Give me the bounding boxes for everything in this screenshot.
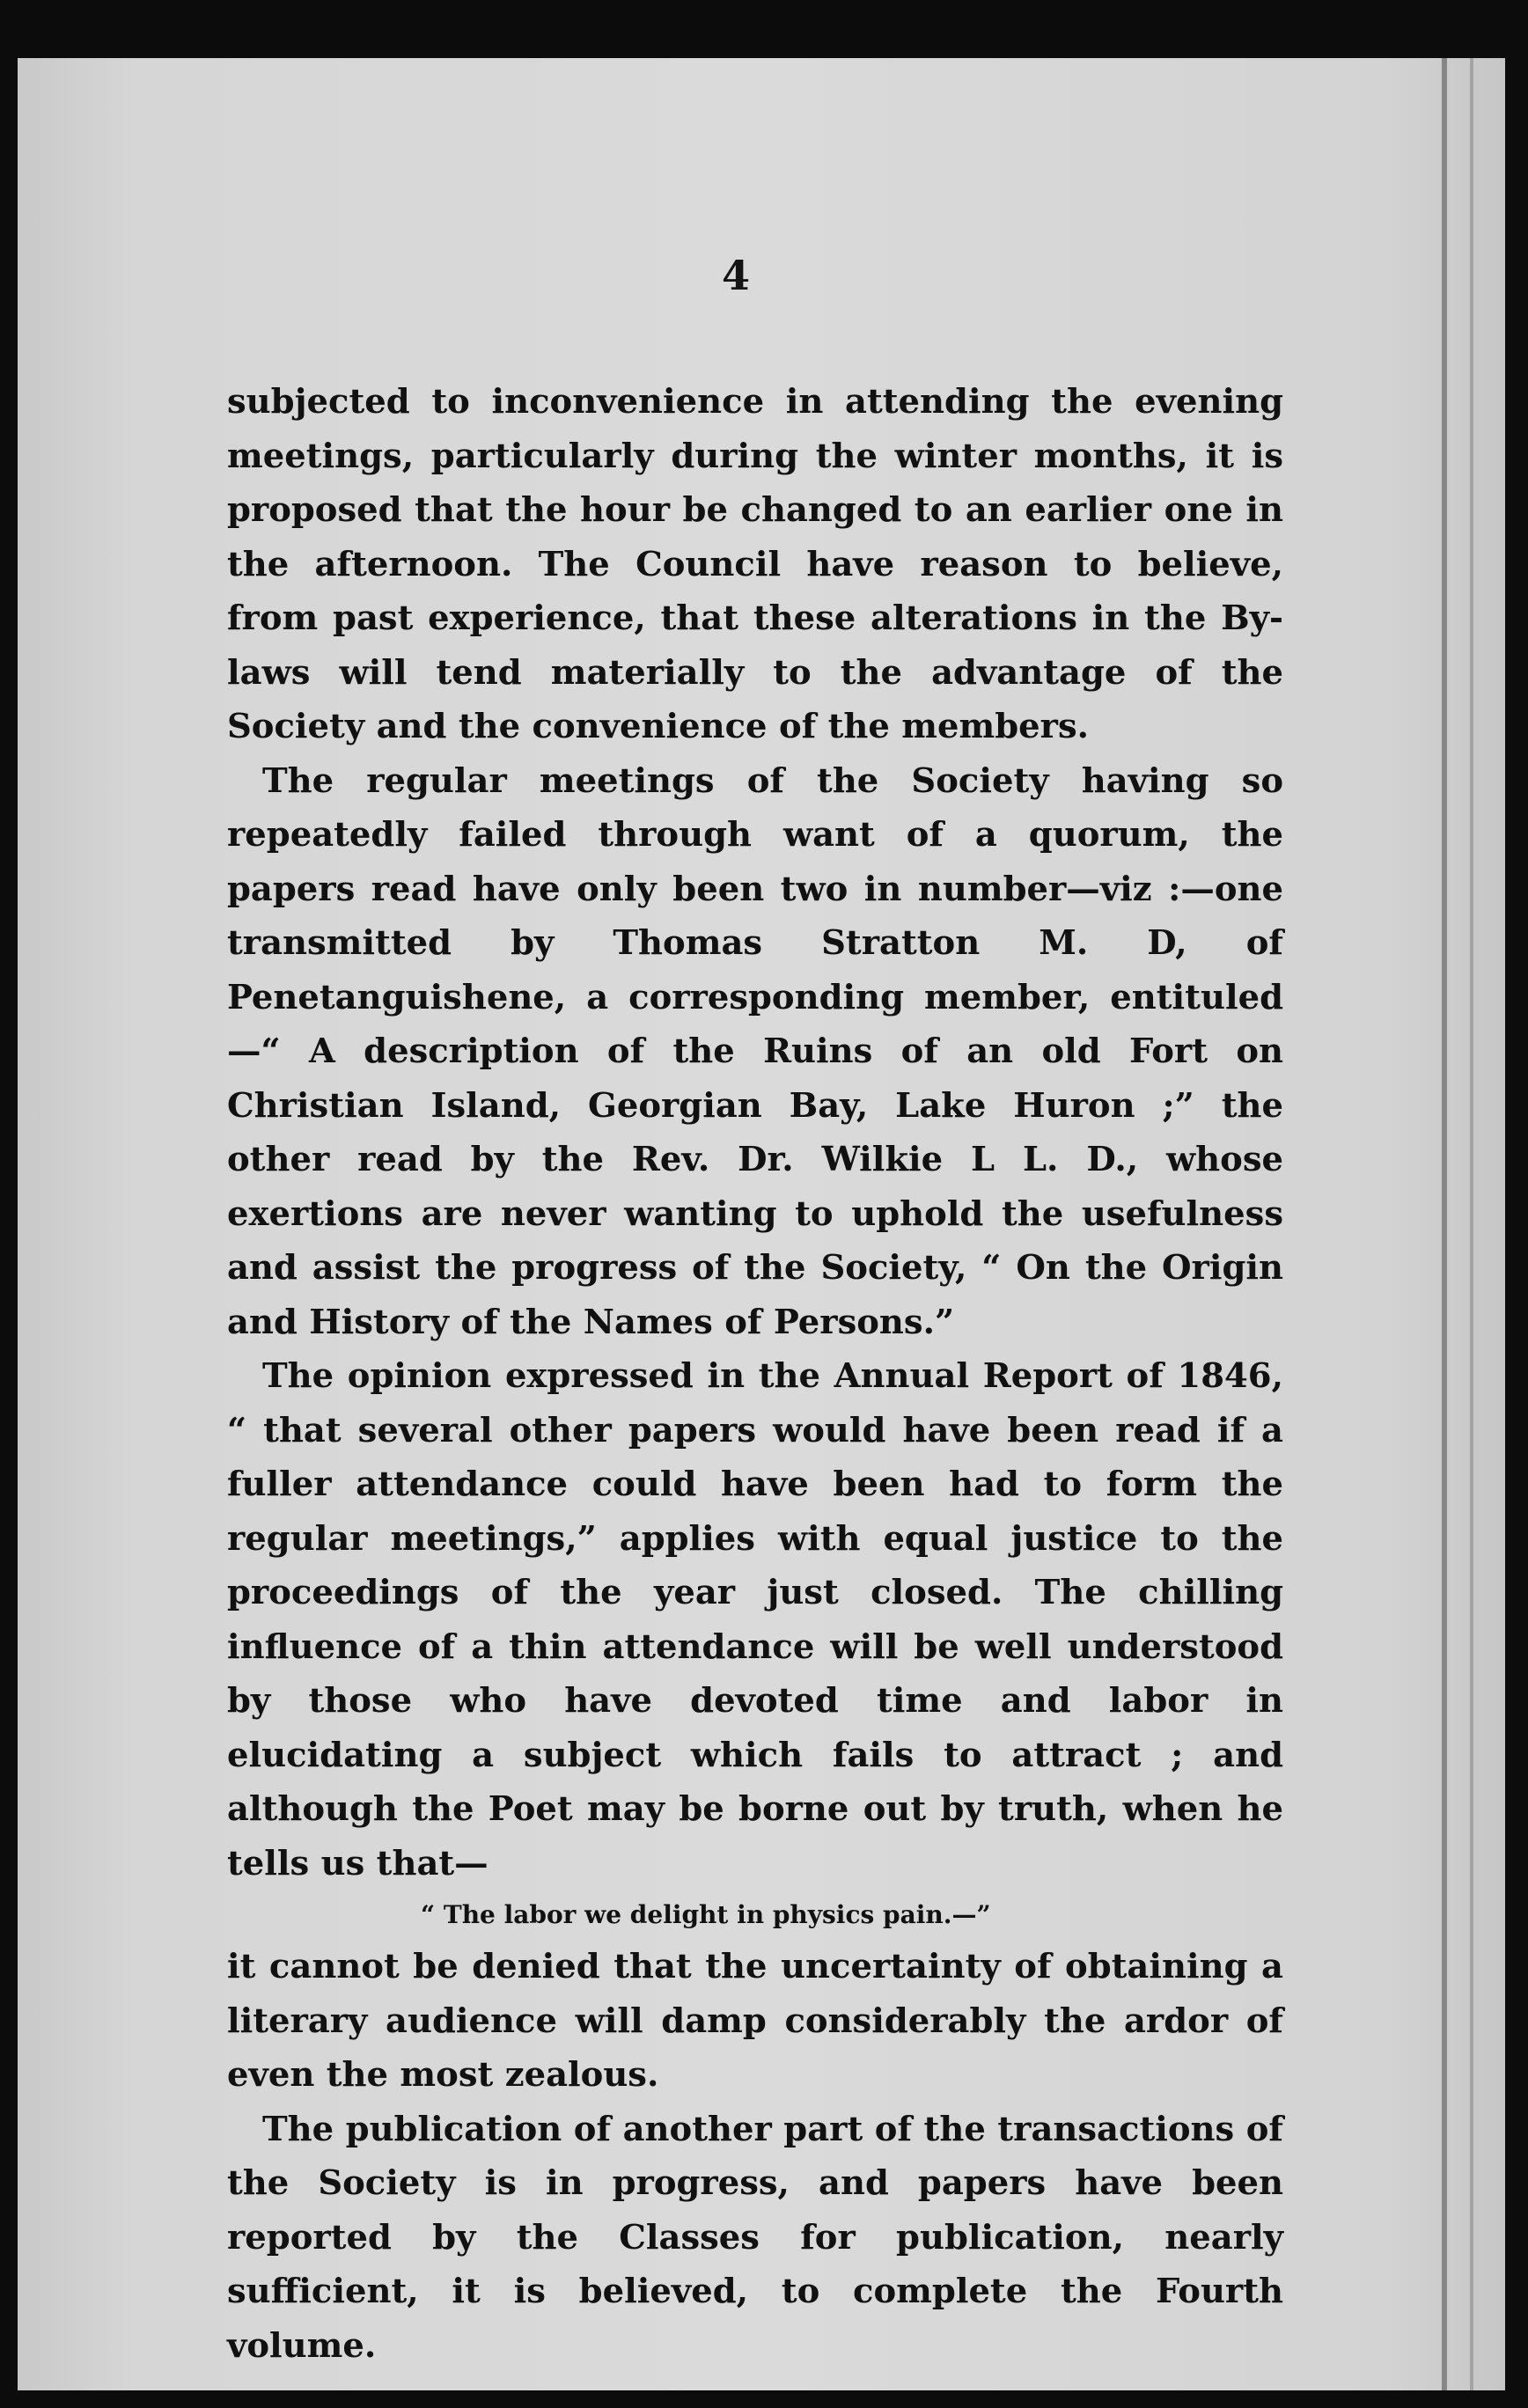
paragraph-2: The regular meetings of the Society having so repeatedly failed through want of a quorum, the papers read have only been two in number—viz :—one transmitted by Thomas Stratton M. D, of Penetanguishene, a corresponding member, entituled—“ A description of the Ruins of an old Fort on Christian Island, Georgian Bay, Lake Huron ;” the other read by the Rev. Dr. Wilkie L L. D., whose exertions are never wanting to uphold the usefulness and assist the progress of the Society, “ On the Origin and History of the Names of Persons.”: [227, 760, 1283, 1342]
verse-quote: “ The labor we delight in physics pain.—”: [421, 1900, 991, 1929]
paragraph-1: subjected to inconvenience in attending the evening meetings, particularly during the winter months, it is proposed that the hour be changed to an earlier one in the afternoon. The Council have reason to believe, from past experience, that these alterations in the By-laws will tend materially to the advantage of the Society and the convenience of the members.: [227, 382, 1283, 746]
paragraph-4: it cannot be denied that the uncertainty of obtaining a literary audience will damp considerably the ardor of even the most zealous.: [227, 1947, 1283, 2095]
page-number: 4: [722, 252, 751, 299]
paragraph-5: The publication of another part of the transactions of the Society is in progress, and papers have been reported by the Classes for publication, nearly sufficient, it is believed, to complete the Fourth volume.: [227, 2109, 1283, 2366]
document-page: [18, 58, 1505, 2390]
body-text: [227, 375, 1283, 2373]
page-edge-line: [1470, 58, 1473, 2390]
paragraph-3: The opinion expressed in the Annual Report of 1846, “ that several other papers would have been read if a fuller attendance could have been had to form the regular meetings,” applies with equal justice to the proceedings of the year just closed. The chilling influence of a thin attendance will be well understood by those who have devoted time and labor in elucidating a subject which fails to attract ; and although the Poet may be borne out by truth, when he tells us that—: [227, 1356, 1283, 1883]
page-edge-shadow: [1442, 58, 1447, 2390]
